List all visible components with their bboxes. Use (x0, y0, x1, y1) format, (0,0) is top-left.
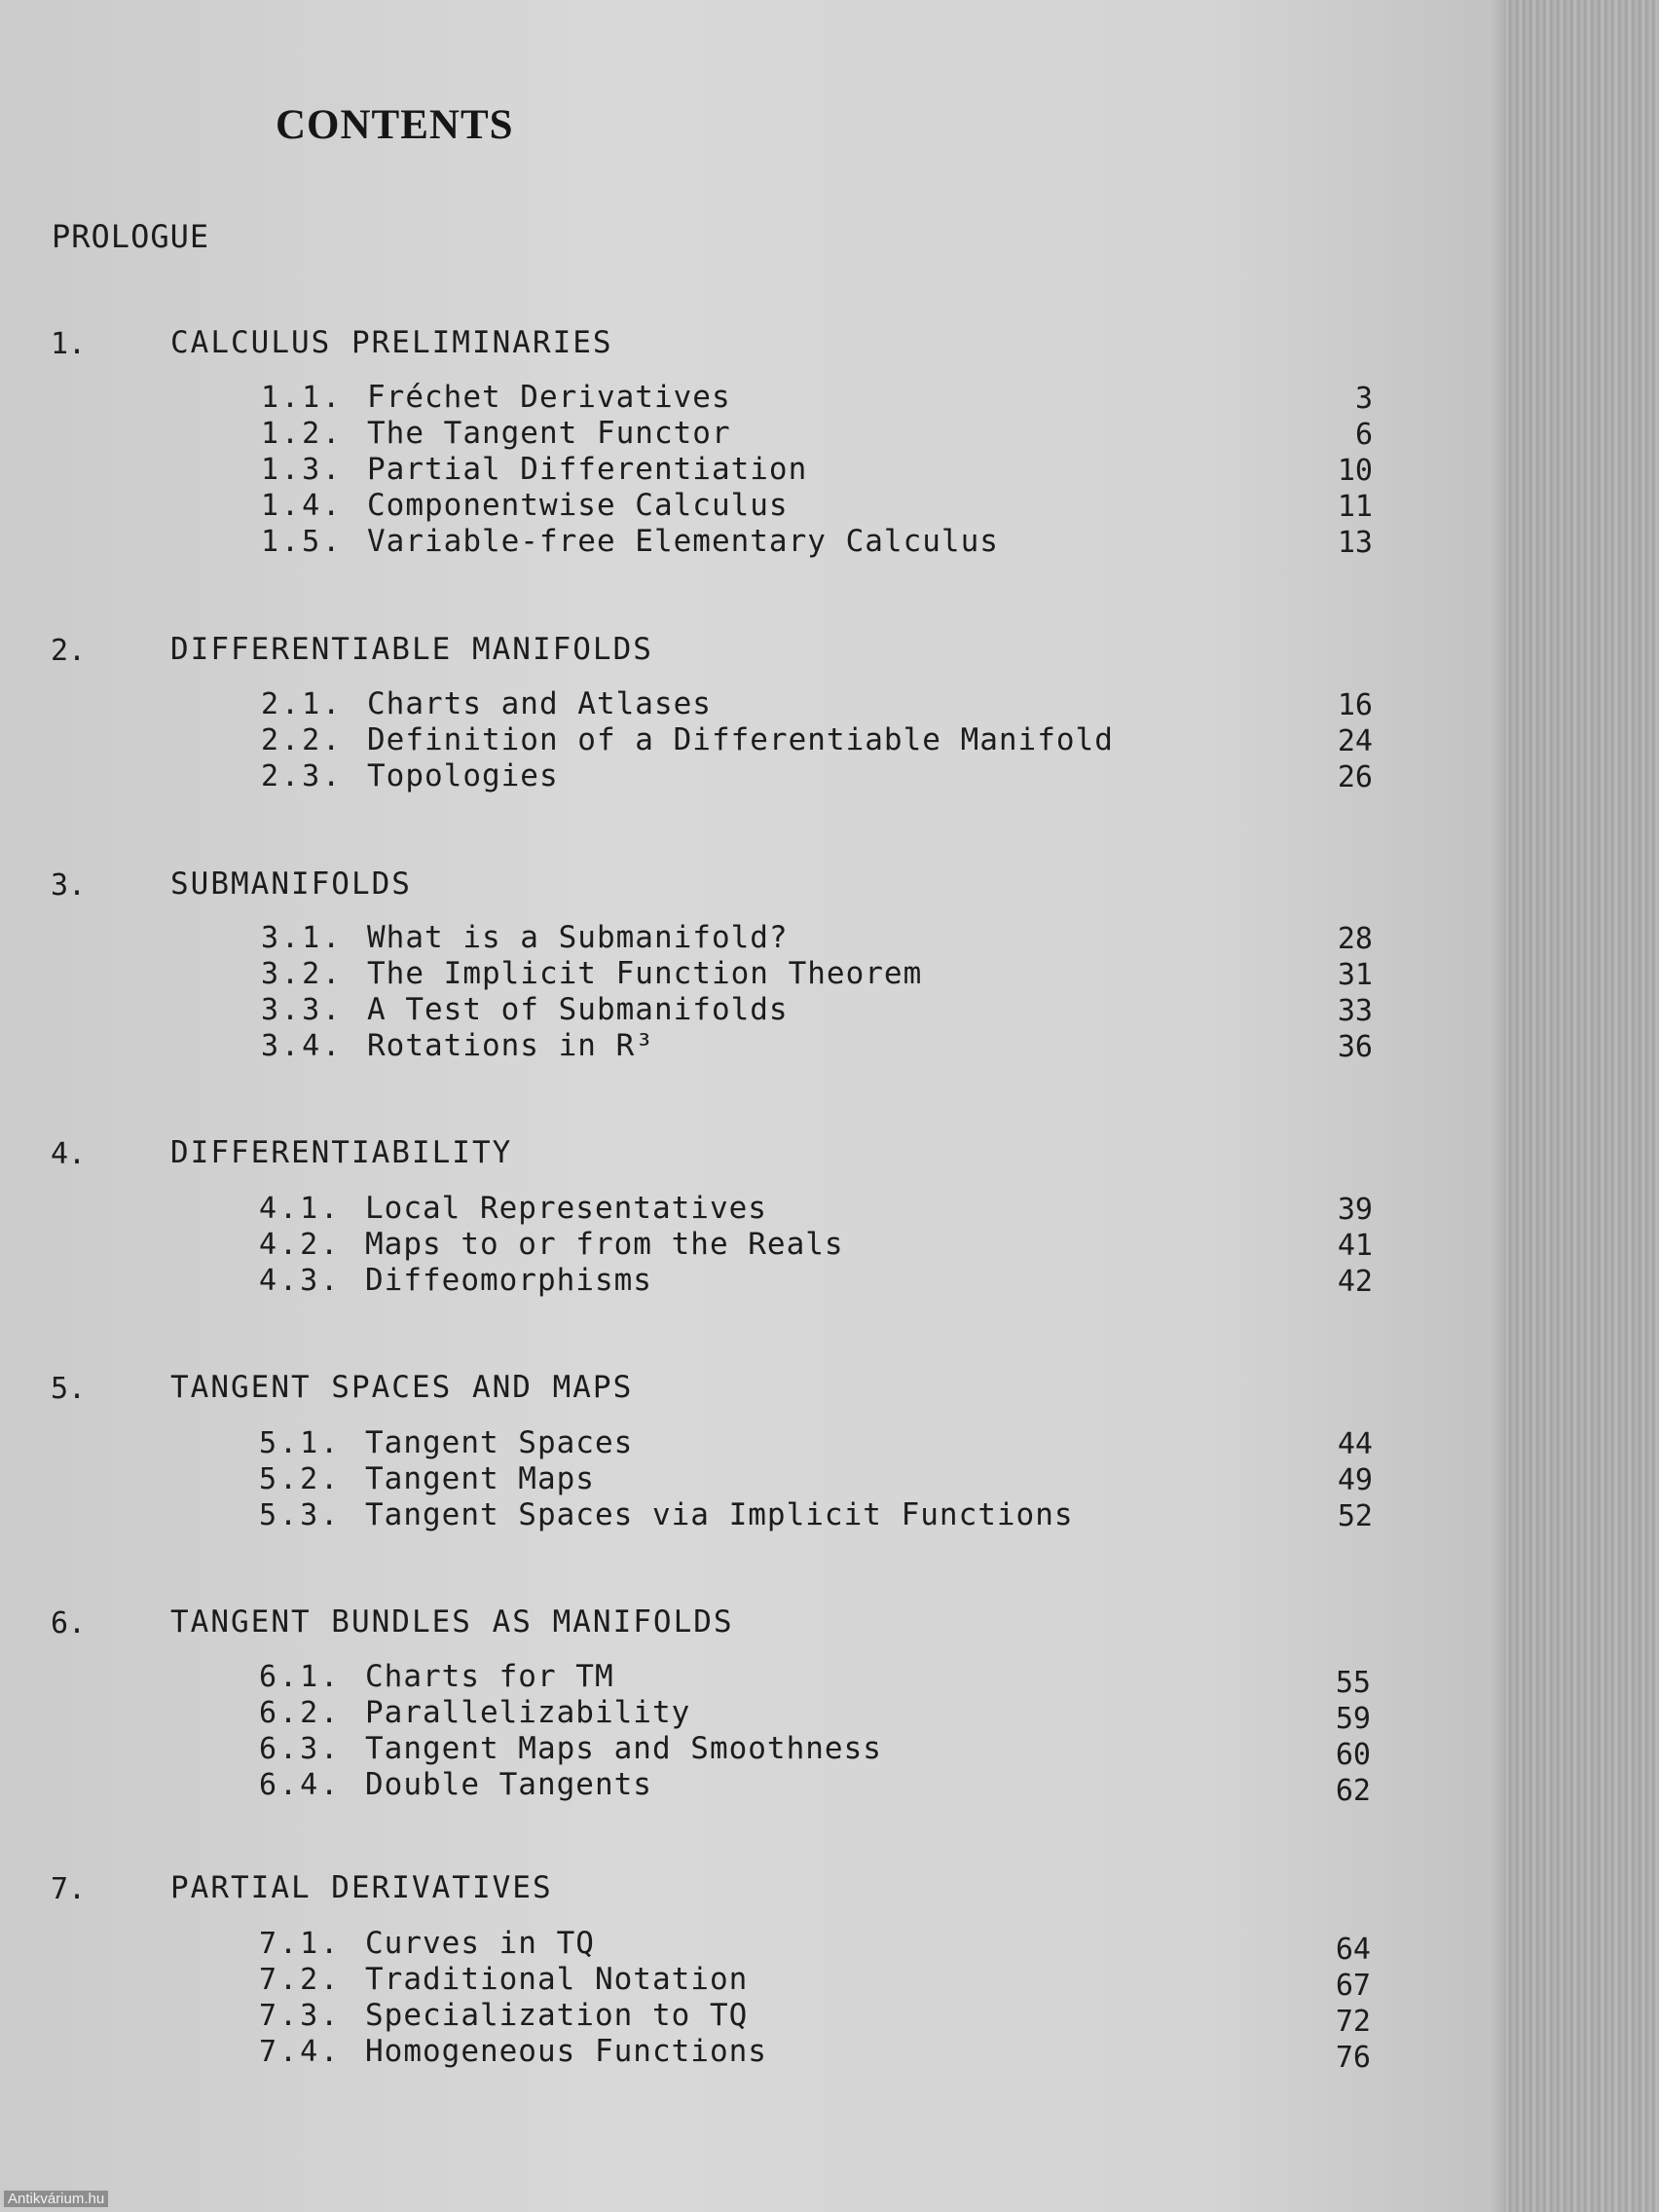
watermark-logo: Antikvárium.hu (4, 2191, 108, 2207)
section-number: 4.2. (259, 1228, 342, 1262)
section-title: Homogeneous Functions (365, 2034, 767, 2069)
chapter-number: 4. (51, 1137, 87, 1171)
section-title: Charts and Atlases (367, 686, 712, 721)
section-page: 67 (1335, 1969, 1371, 2003)
section-title: Componentwise Calculus (367, 488, 789, 523)
section-number: 3.2. (261, 957, 344, 991)
prologue-entry: PROLOGUE (52, 218, 210, 255)
section-title: Traditional Notation (365, 1962, 749, 1997)
section-page: 24 (1337, 724, 1373, 758)
section-number: 5.1. (259, 1426, 342, 1460)
section-title: Tangent Maps and Smoothness (365, 1731, 882, 1766)
chapter-title: DIFFERENTIABLE MANIFOLDS (170, 632, 653, 667)
section-number: 5.2. (259, 1462, 342, 1496)
section-number: 2.3. (261, 759, 344, 793)
section-page: 52 (1337, 1499, 1373, 1533)
section-page: 13 (1337, 526, 1373, 560)
section-number: 2.1. (261, 687, 344, 721)
section-title: Variable-free Elementary Calculus (367, 524, 999, 559)
section-page: 60 (1335, 1738, 1371, 1772)
section-number: 3.3. (261, 993, 344, 1027)
chapter-number: 5. (51, 1372, 87, 1406)
page-edge-stack (1504, 0, 1659, 2212)
section-title: Diffeomorphisms (365, 1263, 652, 1298)
chapter-number: 1. (51, 327, 87, 361)
chapter-number: 6. (51, 1606, 87, 1641)
section-number: 7.1. (259, 1927, 342, 1961)
section-page: 10 (1337, 454, 1373, 488)
section-number: 7.4. (259, 2035, 342, 2069)
section-page: 49 (1337, 1463, 1373, 1497)
section-title: Charts for TM (365, 1659, 614, 1694)
chapter-title: DIFFERENTIABILITY (170, 1135, 513, 1170)
chapter-number: 3. (51, 868, 87, 903)
section-number: 1.2. (261, 417, 344, 451)
section-page: 26 (1337, 760, 1373, 794)
section-page: 55 (1335, 1666, 1371, 1700)
section-title: The Implicit Function Theorem (367, 956, 923, 991)
section-number: 6.1. (259, 1660, 342, 1694)
section-page: 33 (1337, 994, 1373, 1028)
section-page: 76 (1335, 2041, 1371, 2075)
section-page: 6 (1354, 418, 1373, 452)
section-number: 2.2. (261, 723, 344, 757)
section-title: Partial Differentiation (367, 452, 808, 487)
chapter-title: PARTIAL DERIVATIVES (170, 1870, 553, 1905)
section-page: 42 (1337, 1265, 1373, 1299)
section-title: Specialization to TQ (365, 1998, 749, 2033)
chapter-title: TANGENT BUNDLES AS MANIFOLDS (170, 1604, 734, 1640)
section-number: 3.1. (261, 921, 344, 955)
section-title: Parallelizability (365, 1695, 691, 1730)
section-title: Tangent Spaces (365, 1425, 634, 1460)
section-page: 64 (1335, 1933, 1371, 1967)
section-title: Tangent Maps (365, 1461, 595, 1496)
section-page: 59 (1335, 1702, 1371, 1736)
section-page: 3 (1354, 382, 1373, 416)
section-number: 1.4. (261, 489, 344, 523)
section-title: Definition of a Differentiable Manifold (367, 722, 1114, 757)
section-number: 6.3. (259, 1732, 342, 1766)
section-number: 7.2. (259, 1963, 342, 1997)
section-title: Curves in TQ (365, 1926, 595, 1961)
section-page: 11 (1337, 490, 1373, 524)
section-title: Fréchet Derivatives (367, 380, 731, 415)
chapter-title: CALCULUS PRELIMINARIES (170, 325, 613, 360)
chapter-title: TANGENT SPACES AND MAPS (170, 1370, 634, 1405)
section-number: 4.1. (259, 1192, 342, 1226)
chapter-number: 2. (51, 634, 87, 668)
section-title: Rotations in R³ (367, 1028, 654, 1063)
section-number: 1.5. (261, 525, 344, 559)
chapter-title: SUBMANIFOLDS (170, 866, 412, 902)
section-number: 5.3. (259, 1498, 342, 1532)
section-title: Topologies (367, 758, 559, 793)
section-number: 1.3. (261, 453, 344, 487)
section-number: 1.1. (261, 381, 344, 415)
section-title: A Test of Submanifolds (367, 992, 789, 1027)
section-title: Double Tangents (365, 1767, 652, 1802)
section-number: 3.4. (261, 1029, 344, 1063)
section-title: Tangent Spaces via Implicit Functions (365, 1497, 1074, 1532)
section-page: 16 (1337, 688, 1373, 722)
section-page: 62 (1335, 1774, 1371, 1808)
section-page: 31 (1337, 958, 1373, 992)
section-title: What is a Submanifold? (367, 920, 789, 955)
section-number: 6.2. (259, 1696, 342, 1730)
chapter-number: 7. (51, 1872, 87, 1906)
section-page: 39 (1337, 1193, 1373, 1227)
section-number: 4.3. (259, 1264, 342, 1298)
section-number: 6.4. (259, 1768, 342, 1802)
section-page: 44 (1337, 1427, 1373, 1461)
section-page: 28 (1337, 922, 1373, 956)
section-page: 41 (1337, 1229, 1373, 1263)
section-page: 72 (1335, 2005, 1371, 2039)
section-title: Local Representatives (365, 1191, 767, 1226)
section-title: Maps to or from the Reals (365, 1227, 844, 1262)
section-title: The Tangent Functor (367, 416, 731, 451)
section-page: 36 (1337, 1030, 1373, 1064)
section-number: 7.3. (259, 1999, 342, 2033)
contents-title: CONTENTS (276, 102, 514, 148)
